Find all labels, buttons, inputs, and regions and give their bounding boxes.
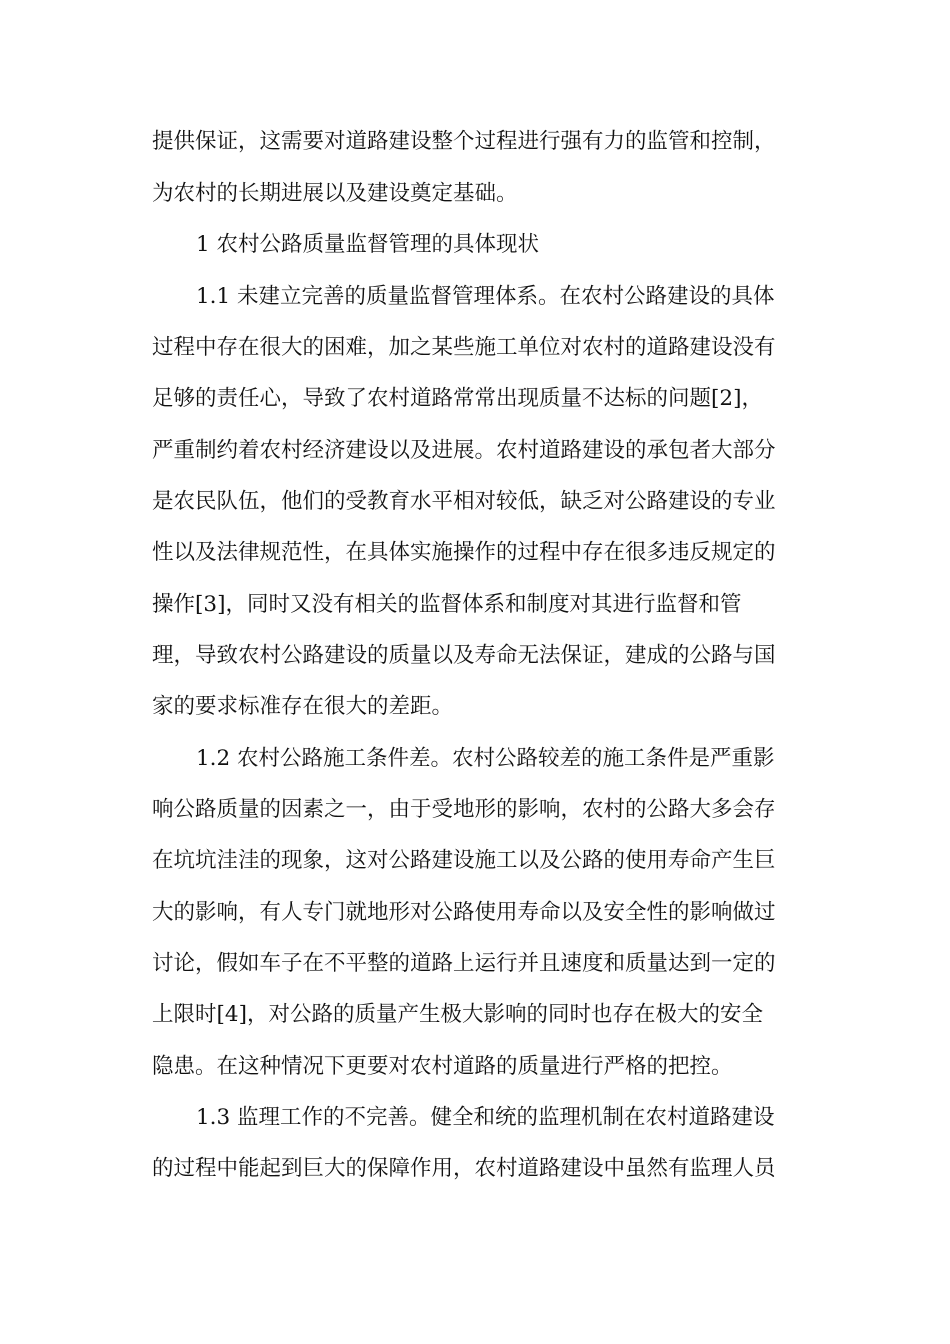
body-text-line: 家的要求标准存在很大的差距。	[152, 694, 454, 719]
body-text-line: 操作[3]，同时又没有相关的监督体系和制度对其进行监督和管	[152, 592, 742, 617]
body-text-line: 性以及法律规范性，在具体实施操作的过程中存在很多违反规定的	[152, 540, 776, 565]
body-text-line: 是农民队伍，他们的受教育水平相对较低，缺乏对公路建设的专业	[152, 489, 776, 514]
body-text-line: 为农村的长期进展以及建设奠定基础。	[152, 181, 518, 206]
body-text-line: 大的影响，有人专门就地形对公路使用寿命以及安全性的影响做过	[152, 900, 776, 925]
subsection-first-line: 1.3 监理工作的不完善。健全和统的监理机制在农村道路建设	[196, 1105, 775, 1130]
body-text-line: 讨论，假如车子在不平整的道路上运行并且速度和质量达到一定的	[152, 951, 776, 976]
body-text-line: 上限时[4]，对公路的质量产生极大影响的同时也存在极大的安全	[152, 1002, 763, 1027]
body-text-line: 隐患。在这种情况下更要对农村道路的质量进行严格的把控。	[152, 1054, 733, 1079]
section-heading: 1 农村公路质量监督管理的具体现状	[196, 232, 540, 257]
subsection-first-line: 1.2 农村公路施工条件差。农村公路较差的施工条件是严重影	[196, 746, 775, 771]
body-text-line: 严重制约着农村经济建设以及进展。农村道路建设的承包者大部分	[152, 438, 776, 463]
body-text-line: 理，导致农村公路建设的质量以及寿命无法保证，建成的公路与国	[152, 643, 776, 668]
body-text-line: 足够的责任心，导致了农村道路常常出现质量不达标的问题[2]，	[152, 386, 763, 411]
body-text-line: 在坑坑洼洼的现象，这对公路建设施工以及公路的使用寿命产生巨	[152, 848, 776, 873]
subsection-first-line: 1.1 未建立完善的质量监督管理体系。在农村公路建设的具体	[196, 284, 775, 309]
body-text-line: 过程中存在很大的困难，加之某些施工单位对农村的道路建设没有	[152, 335, 776, 360]
body-text-line: 提供保证，这需要对道路建设整个过程进行强有力的监管和控制，	[152, 129, 776, 154]
body-text-line: 响公路质量的因素之一，由于受地形的影响，农村的公路大多会存	[152, 797, 776, 822]
body-text-line: 的过程中能起到巨大的保障作用，农村道路建设中虽然有监理人员	[152, 1156, 776, 1181]
